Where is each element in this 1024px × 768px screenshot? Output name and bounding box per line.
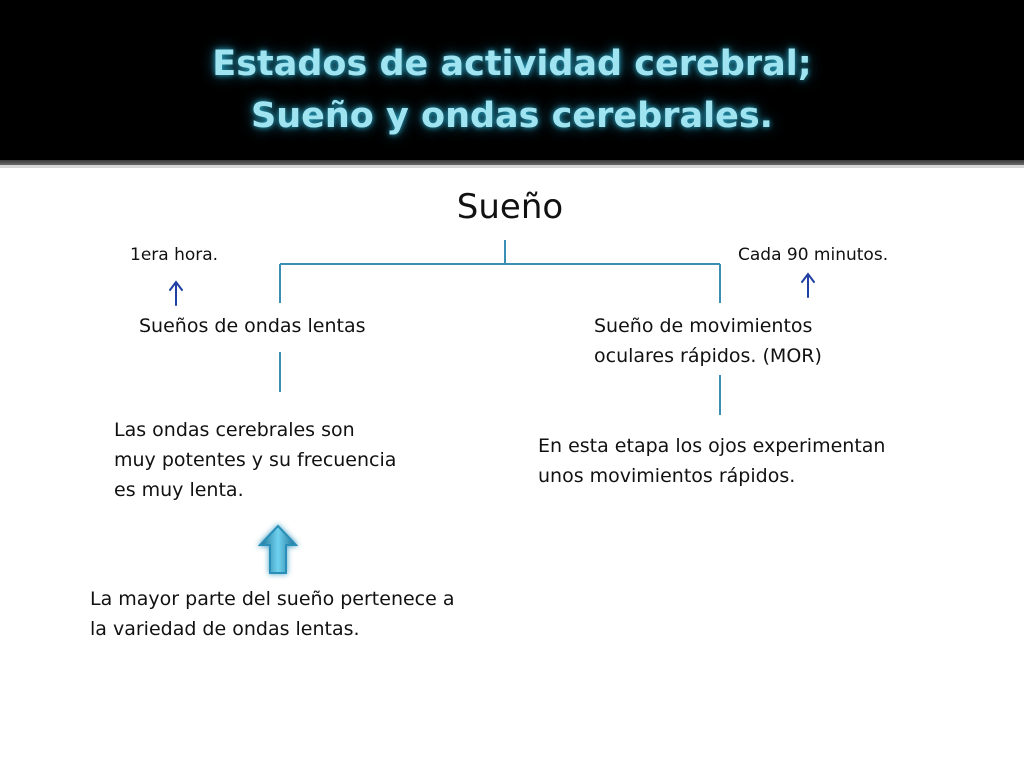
left-timing-note: 1era hora. [130, 245, 219, 265]
title-line-2: Sueño y ondas cerebrales. [251, 96, 773, 136]
rem-desc-line: unos movimientos rápidos. [538, 465, 796, 487]
conclusion-line: La mayor parte del sueño pertenece a [90, 588, 455, 610]
up-block-arrow-icon [260, 526, 296, 573]
rem-node-line: Sueño de movimientos [594, 315, 813, 337]
slow-wave-desc-line: es muy lenta. [114, 479, 244, 501]
right-timing-note: Cada 90 minutos. [738, 245, 889, 265]
slow-wave-desc-line: muy potentes y su frecuencia [114, 449, 397, 471]
left-note-arrow-icon [170, 282, 182, 305]
right-note-arrow-icon [802, 274, 814, 297]
rem-node-line: oculares rápidos. (MOR) [594, 345, 822, 367]
slow-wave-desc-line: Las ondas cerebrales son [114, 419, 355, 441]
title-line-1: Estados de actividad cerebral; [212, 44, 812, 84]
slow-wave-sleep-node: Sueños de ondas lentas [139, 315, 366, 337]
rem-desc-line: En esta etapa los ojos experimentan [538, 435, 886, 457]
conclusion-line: la variedad de ondas lentas. [90, 618, 360, 640]
root-node-sueno: Sueño [456, 187, 564, 227]
